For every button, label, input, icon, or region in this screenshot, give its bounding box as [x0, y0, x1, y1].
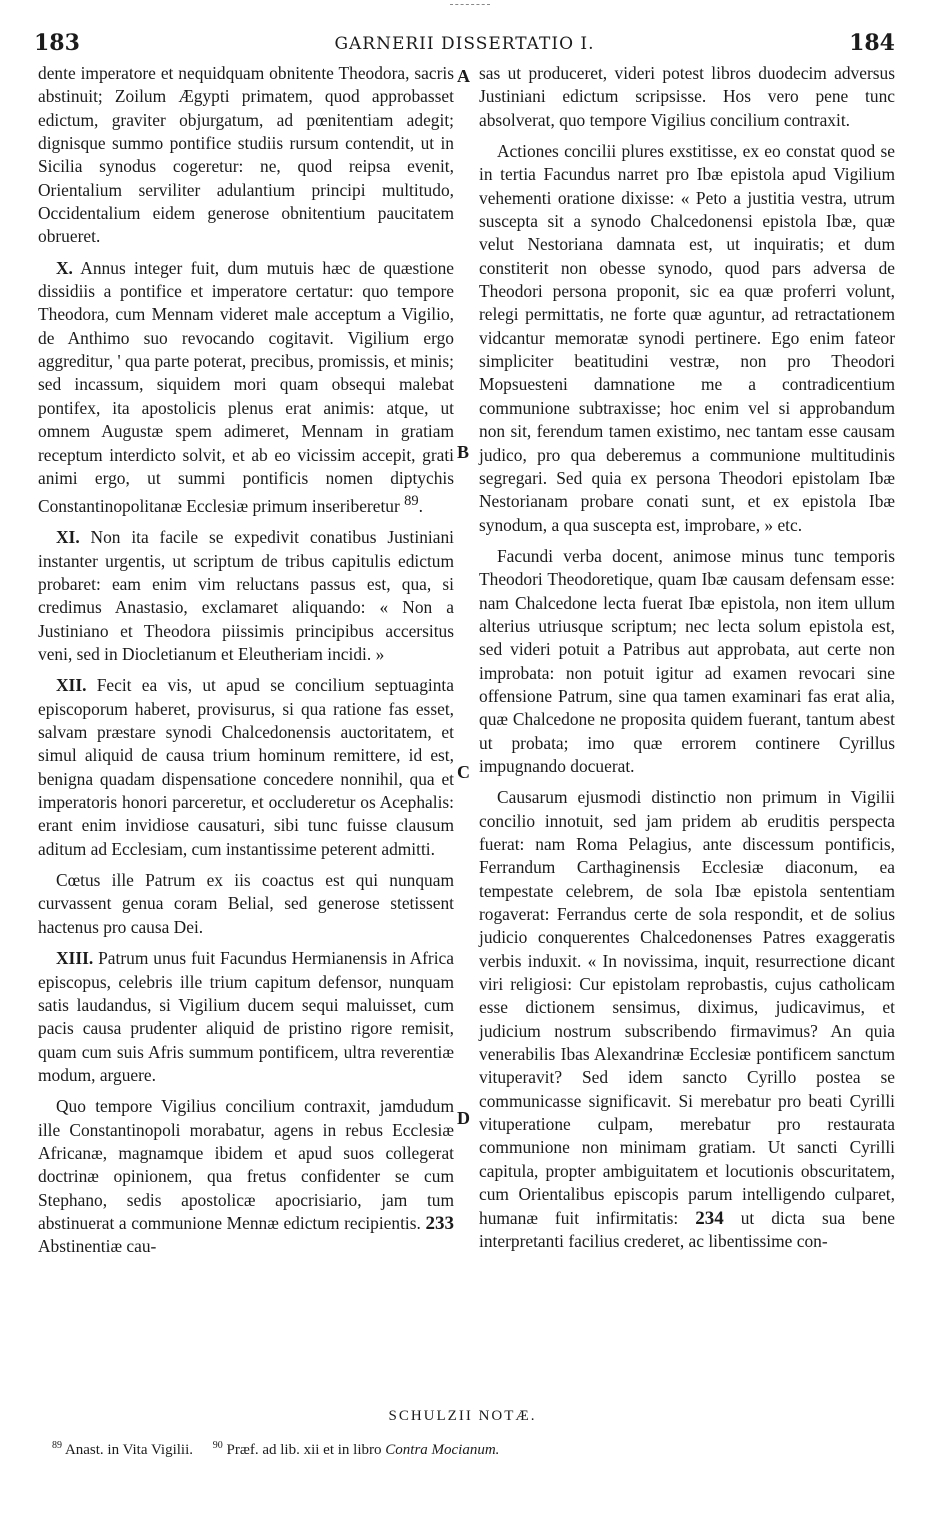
running-header: [34, 30, 895, 60]
paragraph-text: ut dicta sua bene interpretanti facilius crederet, ac libentissime con-: [479, 1207, 895, 1251]
paragraph: [38, 62, 454, 249]
right-column-number: 184: [849, 30, 895, 56]
paragraph: [479, 786, 895, 1253]
paragraph: [479, 62, 895, 132]
paragraph-text: dente imperatore et nequidquam obnitente Theodora, sacris abstinuit; Zoilum Ægypti primatem, quod approbasset edictum, graviter objurgatum, ad pœnitentiam adegit; dignisque summo pontifice studiis rursum contendit, ut in Sicilia synodus cogeretur: ne, quod reipsa evenit, Orientalium serviliter adulantium principi multitudo, Occidentalium eidem generose obnitentium paucitatem obrueret.: [38, 63, 454, 247]
footnote-ref: 89: [404, 493, 419, 510]
paragraph: [38, 526, 454, 666]
paragraph: [38, 674, 454, 861]
left-column: [38, 62, 454, 1259]
paragraph-text: Quo tempore Vigilius concilium contraxit, jamdudum ille Constantinopoli morabatur, agens in rebus Ecclesiæ Africanæ, magnamque ibidem et apud suos collegerat doctrinæ opinionem, qua fretus confidenter se cum Stephano, sedis apostolicæ apocrisiario, jam tum abstinuerat a communione Mennæ edictum recipientis.: [38, 1096, 454, 1233]
paragraph-text: Fecit ea vis, ut apud se concilium septuaginta episcoporum haberet, provisurus, si qua ratione fas esset, salvam præstare synodi Chalcedonensis auctoritatem, et simul aliquid de causa trium hominum remittere, id est, benigna quadam dispensatione concedere nonnihil, qua et imperatoris honori parceretur, et occluderetur os Acephalis: erant enim invidiose causaturi, sibi tunc fuisse clausum aditum ad Ecclesiam, cum instantissime peterent admitti.: [38, 675, 454, 859]
paragraph: [479, 140, 895, 537]
section-number: XIII.: [56, 948, 94, 969]
top-mark: [450, 4, 490, 7]
paragraph-text: Facundi verba docent, animose minus tunc temporis Theodori Theodoretique, quam Ibæ causam defensam esse: nam Chalcedone lecta fuerat Ibæ epistola, non item ullum alterius utriusque scriptum; nec lecta solum epistola est, sed videri potuit a Patribus aut approbata, aut certe non improbata: non potuit igitur ad examen revocari sine offensione Patrum, sine qua tamen examinari fas erat alia, quæ Chalcedone ne proposita quidem fuerant, tantum abest ut probata; imo quæ errorem continere Cyrillus impugnando docuerat.: [479, 545, 895, 776]
page-marker: 234: [695, 1207, 724, 1229]
paragraph-text: Annus integer fuit, dum mutuis hæc de quæstione dissidiis a pontifice et imperatore certatur: quo tempore Theodora, cum Mennam videret male acceptum a Vigilio, de Anthimo suo revocando cogitavit. Vigilium ergo aggreditur, ' qua parte poterat, precibus, promissis, et minis; sed incassum, siquidem mori quam obsequi malebat pontifex, ita apostolicis plenus erat animis: atque, ut omnem Augustæ spem adimeret, Mennam in gratiam receptum interdicto solvit, et ab eo vicissim accepit, grati animi ergo, ut summi pontificis nomen diptychis Constantinopolitanæ Ecclesiæ primum inseriberetur: [38, 257, 454, 516]
paragraph: [479, 545, 895, 778]
paragraph-text: Actiones concilii plures exstitisse, ex eo constat quod se in tertia Facundus narret pro Ibæ epistola apud Vigilium vehementi oratione dixisse: « Peto a justitia vestra, utrum suscepta sit a synodo Chalcedonensi epistola Ibæ, quæ velut Nestoriana damnata est, ut inquiratis; et dum constiterit non obesse synodo, quod pars adversa de Theodori persona proponit, sic ea quæ proferri volunt, relegi permittatis, ne forte quæ aguntur, ad retractationem vidcantur memoratæ synodi pertinere. Ego enim fateor simpliciter beatitudini vestræ, non pro Theodori Mopsuesteni damnatione me a contradicentium communione subtraxisse; hoc enim vel si approbandum non sit, ferendum tamen existimo, nec tantam esse causam judico, pro qua deberemus a communione multitudinis segregari. Sed quia ex persona Theodori epistolam Ibæ Nestorianam probare conati sunt, et ex epistola Ibæ synodum, a qua suscepta est, improbare, » etc.: [479, 141, 895, 535]
footnote-number: 90: [212, 1440, 223, 1451]
section-number: XII.: [56, 675, 87, 696]
paragraph: X. Annus integer fuit, dum mutuis hæc de quæstione dissidiis a pontifice et imperatore certatur: quo tempore Theodora, cum Mennam videret male acceptum a Vigilio, de Anthimo suo revocando cogitavit. Vigilium ergo aggreditur, ' qua parte poterat, precibus, promissis, et minis; sed incassum, siquidem mori quam obsequi malebat pontifex, ita apostolicis plenus erat animis: atque, ut omnem Augustæ spem adimeret, Mennam in gratiam receptum interdicto solvit, et ab eo vicissim accepit, grati animi ergo, ut summi pontificis nomen diptychis Constantinopolitanæ Ecclesiæ primum inseriberetur $^{89}$.: [38, 257, 454, 516]
footnote-text: Anast. in Vita Vigilii.: [64, 1442, 194, 1458]
section-number: X.: [56, 257, 73, 278]
paragraph: [38, 947, 454, 1087]
paragraph-text: sas ut produceret, videri potest libros duodecim adversus Justiniani edictum scripsisse. Hos vero pene tunc absolverat, quo tempore Vigilius concilium contraxit.: [479, 63, 895, 130]
paragraph-text: Cœtus ille Patrum ex iis coactus est qui nunquam curvassent genua coram Belial, sed generose stetissent hactenus pro causa Dei.: [38, 870, 454, 937]
paragraph-text: Patrum unus fuit Facundus Hermianensis in Africa episcopus, celebris ille trium capitum defensor, nunquam satis laudandus, si Vigilium ducem sequi maluisset, cum pacis causa prudenter aliquid de pristino rigore remisit, quam cum suis Afris summum pontificem, ultra reverentiæ modum, arguere.: [38, 948, 454, 1085]
footnote-number: 89: [52, 1440, 62, 1451]
margin-letter-c: C: [457, 762, 470, 782]
footnote-text: Præf. ad lib. xii et in libro: [226, 1442, 382, 1458]
margin-letter-d: D: [457, 1108, 470, 1128]
margin-letter-a: A: [457, 66, 470, 86]
margin-letter-b: B: [457, 442, 470, 462]
footnote: [213, 1440, 500, 1459]
paragraph-text: Non ita facile se expedivit conatibus Justiniani instanter urgentis, ut scriptum de tribus capitulis edictum probaret: eam enim vim reluctans passus est, qua, si credimus Anastasio, exclamaret aliquando: « Non a Justiniano et Theodora piissimis principibus accersitus veni, sed in Diocletianum et Eleutheriam incidi. »: [38, 527, 454, 665]
page-marker: 233: [425, 1212, 454, 1234]
paragraph-text: Causarum ejusmodi distinctio non primum in Vigilii concilio innotuit, sed jam pridem ab eruditis perspecta fuerat: nam Roma Pelagius, ante discessum pontificis, Ferrandum Carthaginensis Ecclesiæ diaconum, ea tempestate celebrem, de sola Ibæ epistola sententiam rogaverat: Ferrandus certe de sola respondit, et de solius judicio conquerentes Chalcedonenses Patres exaggeratis verbis induxit. « In novissima, inquit, resurrectione dicant viri religiosi: Cur epistolam reprobastis, cujus catholicam esse dictionem sensimus, diximus, judicavimus, et judicium nostrum subscribendo firmavimus? An quia venerabilis Ibas Alexandrinæ Ecclesiæ pontificem sanctum vituperavit? Sed idem sancto Cyrillo postea se communicasse significavit. Si merebatur pro beati Cyrilli vituperatione culpam, merebatur pro restaurata communione non minimam gratiam. Ut sancti Cyrilli capitula, propter ambiguitatem et locutionis obscuritatem, cum Orientalibus episcopis parum intelligendo culparet, humanæ fuit infirmitatis:: [479, 787, 895, 1228]
running-title: GARNERII DISSERTATIO I.: [334, 34, 595, 54]
left-column-number: 183: [34, 30, 80, 56]
paragraph: [38, 1095, 454, 1258]
section-number: XI.: [56, 527, 80, 548]
footnotes: [52, 1440, 912, 1459]
paragraph-text: Abstinentiæ cau-: [38, 1236, 157, 1257]
paragraph: [38, 869, 454, 939]
right-column: [479, 62, 895, 1253]
notes-title: SCHULZII NOTÆ.: [388, 1408, 537, 1424]
footnote-title: Contra Mocianum.: [385, 1442, 500, 1458]
footnote: [52, 1440, 193, 1459]
